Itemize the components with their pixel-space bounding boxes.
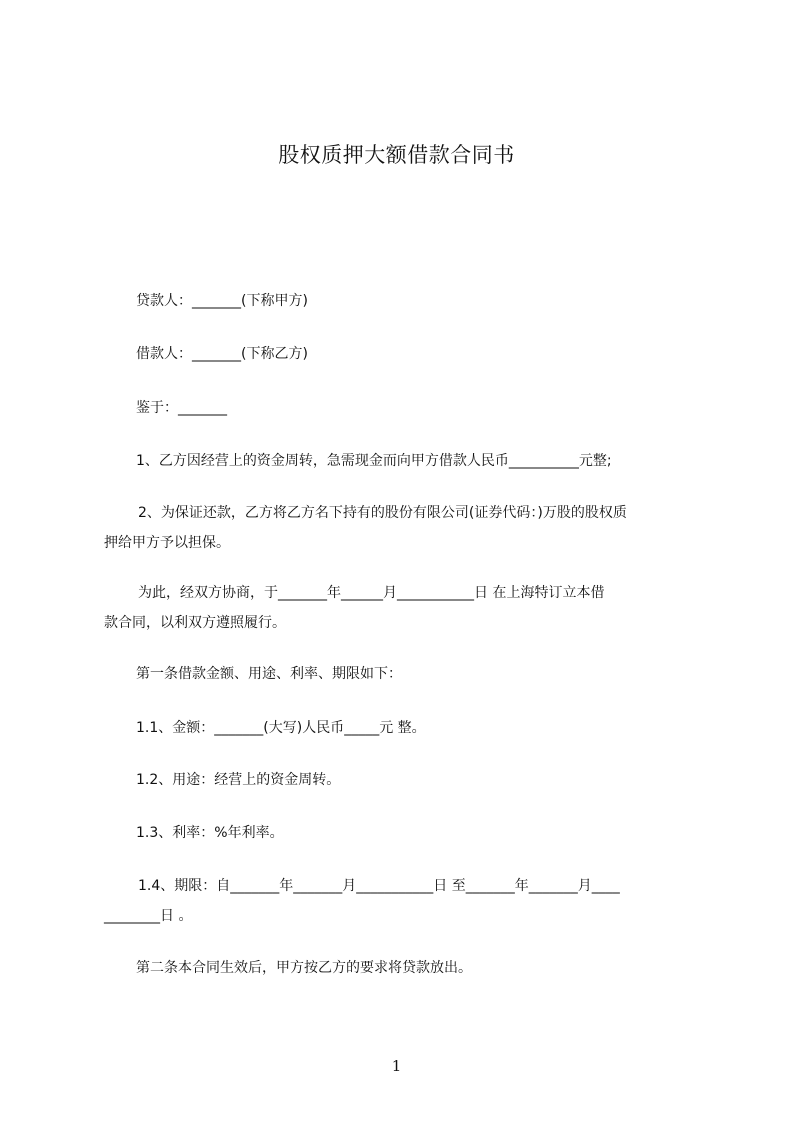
borrower-line: 借款人：_______(下称乙方) <box>136 346 308 362</box>
agreement-row-1: 为此，经双方协商，于_______年______月___________日 在上海特订立本借 <box>138 585 605 601</box>
whereas-item-2-row-2: 押给甲方予以担保。 <box>104 535 230 551</box>
clause-1-4-row-1: 1.4、期限：自_______年_______月___________日 至_______年_______月____ <box>138 878 620 894</box>
whereas-item-2 <box>104 498 704 558</box>
page-number: 1 <box>391 1057 402 1075</box>
whereas-item-1: 1、乙方因经营上的资金周转，急需现金而向甲方借款人民币__________元整; <box>136 453 612 469</box>
article-1-heading: 第一条借款金额、用途、利率、期限如下： <box>136 666 402 682</box>
agreement-paragraph <box>104 578 704 638</box>
clause-1-4 <box>104 871 704 931</box>
whereas-item-2-row-1: 2、为保证还款，乙方将乙方名下持有的股份有限公司(证券代码：)万股的股权质 <box>138 505 627 521</box>
clause-1-1: 1.1、金额：_______(大写)人民币_____元 整。 <box>136 720 426 736</box>
agreement-row-2: 款合同，以利双方遵照履行。 <box>104 615 286 631</box>
article-2: 第二条本合同生效后，甲方按乙方的要求将贷款放出。 <box>136 960 472 976</box>
lender-line: 贷款人：_______(下称甲方) <box>136 293 308 309</box>
document-title: 股权质押大额借款合同书 <box>278 143 515 167</box>
clause-1-3: 1.3、利率：%年利率。 <box>136 825 284 841</box>
clause-1-4-row-2: ________日 。 <box>104 908 193 924</box>
clause-1-2: 1.2、用途：经营上的资金周转。 <box>136 772 341 788</box>
whereas-line: 鉴于：_______ <box>136 400 227 416</box>
